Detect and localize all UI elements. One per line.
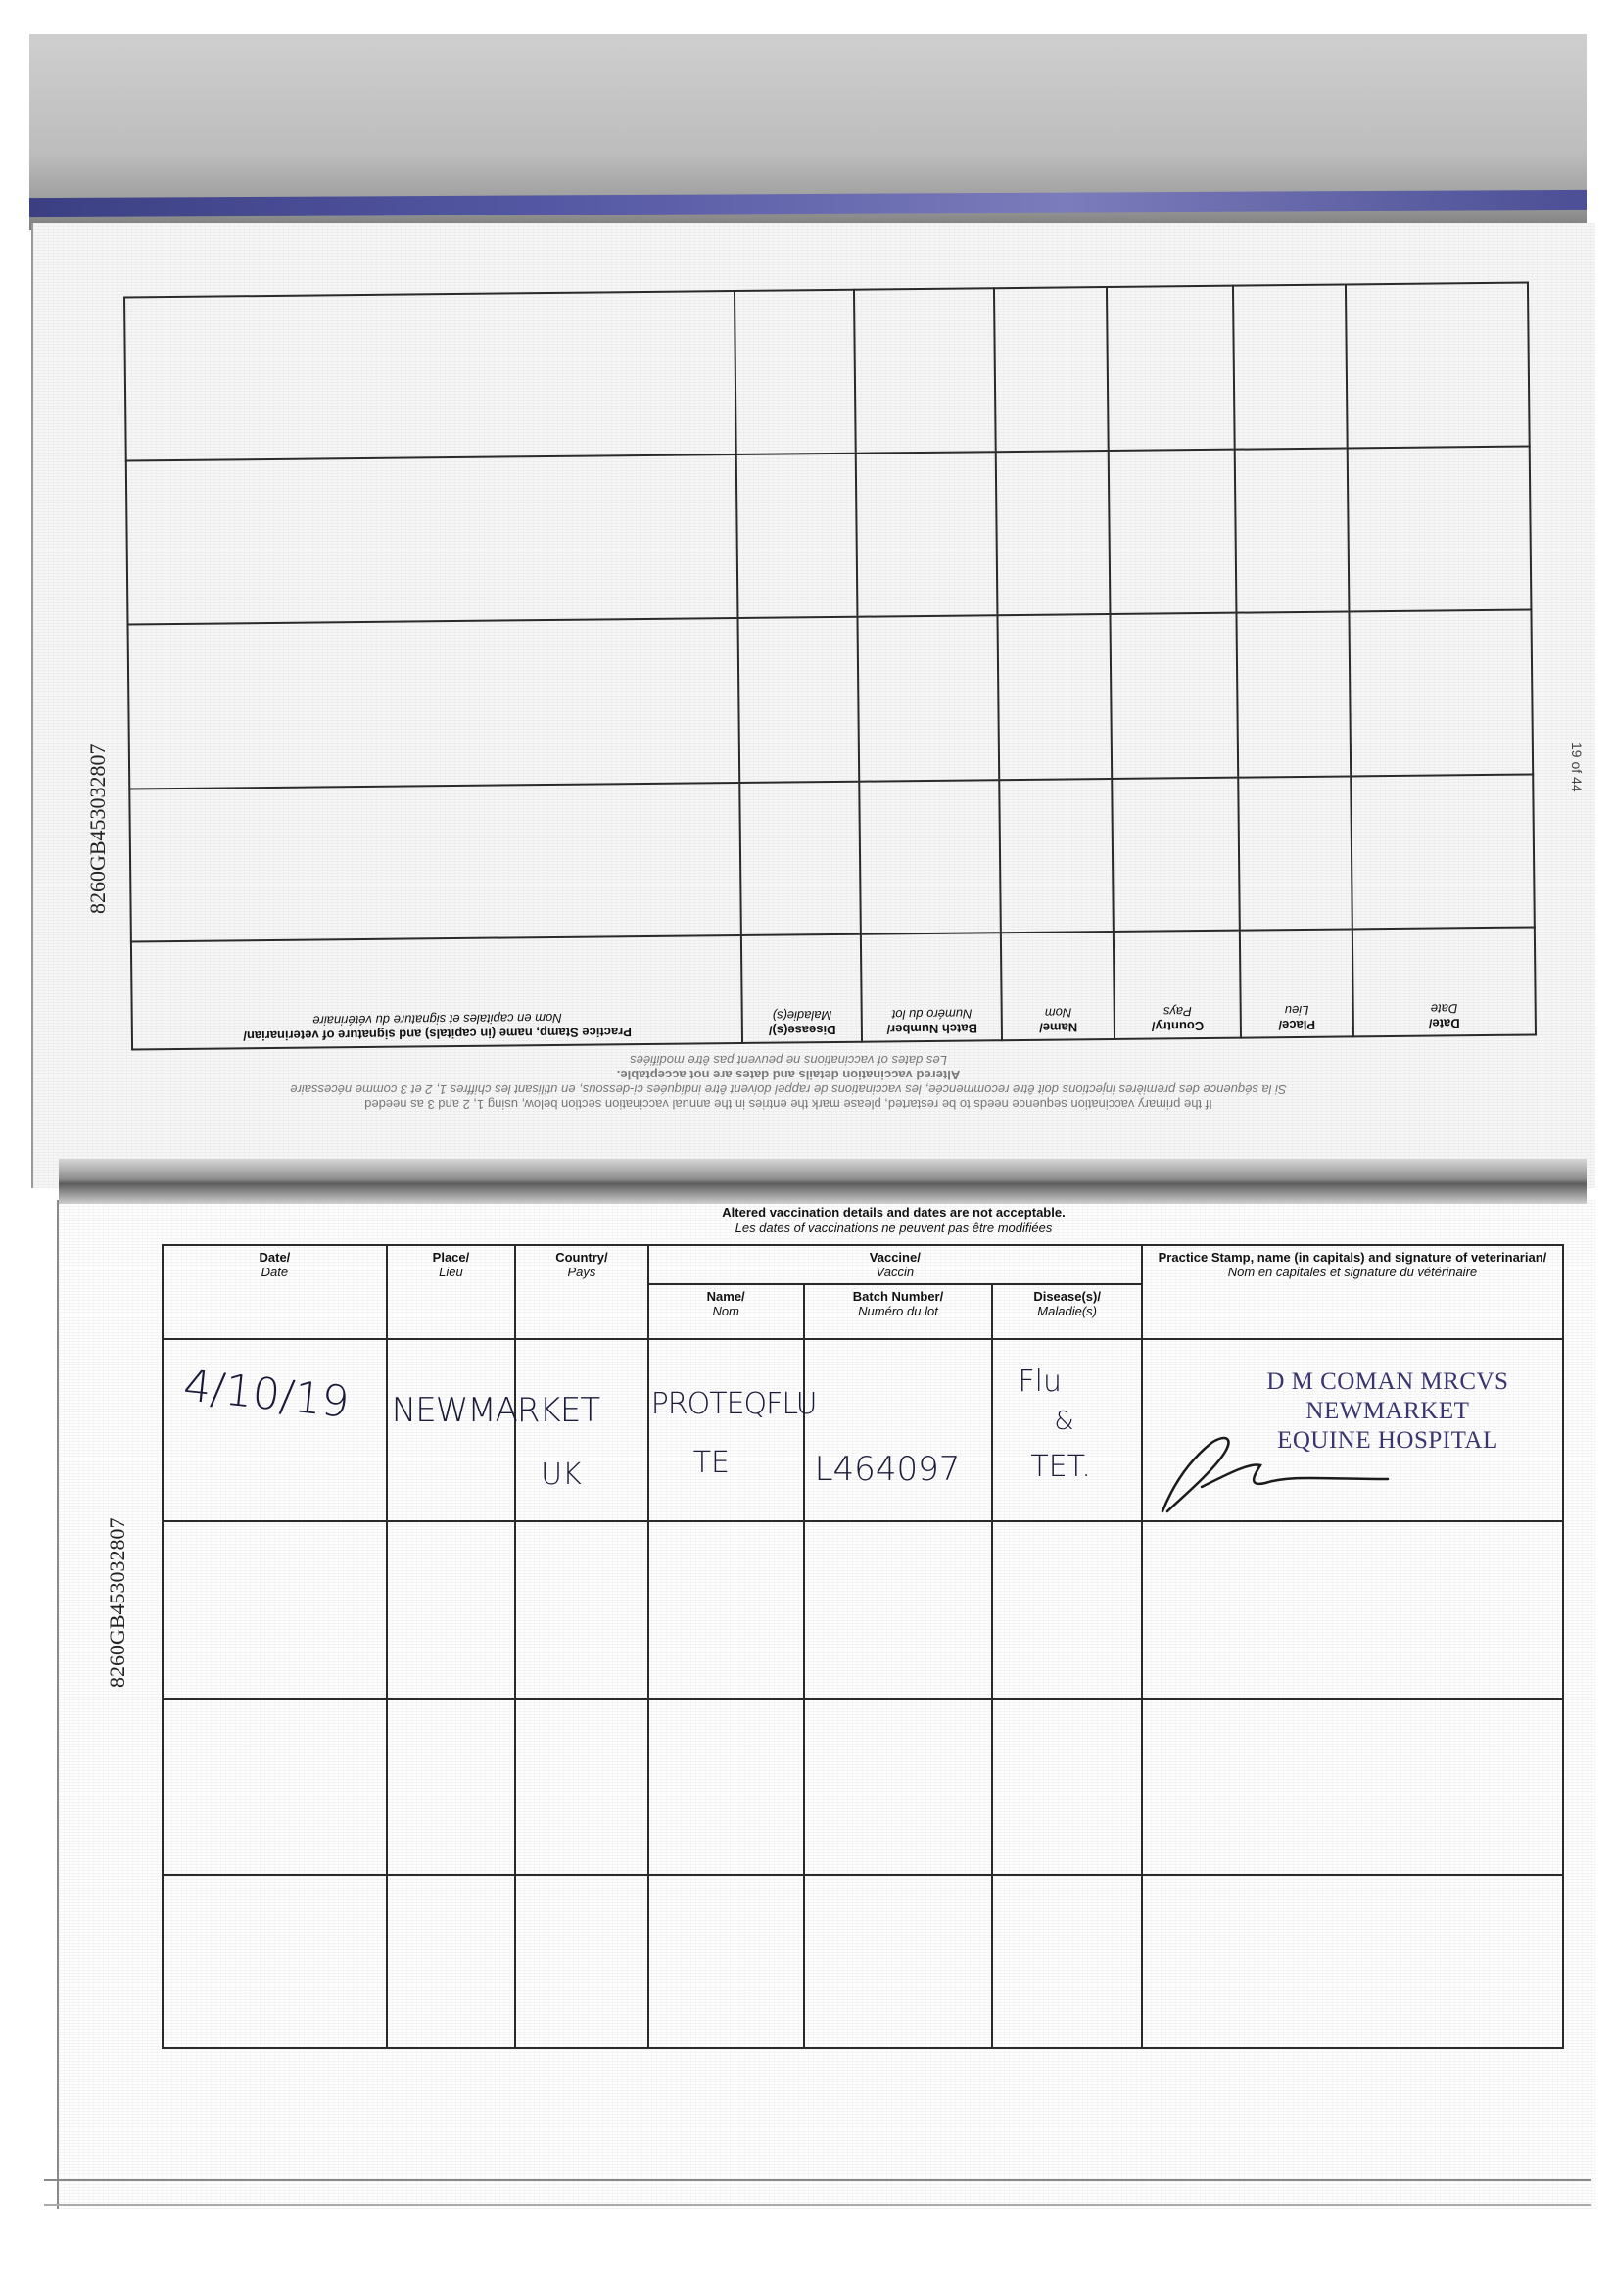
empty-cell: [163, 1875, 387, 2048]
empty-cell: [387, 1521, 515, 1699]
upper-cell: [1107, 286, 1235, 452]
upper-notice-en: Altered vaccination details and dates are not acceptable.: [616, 1068, 961, 1082]
upper-cell: [126, 454, 738, 625]
upper-cell: [1000, 779, 1114, 933]
empty-cell: [648, 1875, 804, 2048]
upper-cell: [129, 783, 741, 942]
header-disease: Disease(s)/ Maladie(s): [992, 1284, 1142, 1339]
empty-cell: [804, 1521, 993, 1699]
entry-date-cell: [163, 1339, 387, 1521]
upper-cell: [1349, 610, 1533, 776]
empty-cell: [1142, 1521, 1563, 1699]
stamp-line-3: EQUINE HOSPITAL: [1277, 1426, 1498, 1454]
upper-header-name: Name/ Nom: [1001, 932, 1115, 1040]
upper-header-disease: Disease(s)/ Maladie(s): [741, 934, 862, 1043]
upper-cell: [1112, 777, 1240, 932]
upper-sequence-en: If the primary vaccination sequence needs to be restarted, please mark the entries in the annual vaccination section below, using 1, 2 and 3 as needed: [364, 1097, 1212, 1112]
upper-cell: [998, 614, 1112, 779]
entry-disease-cell: [992, 1339, 1142, 1521]
entry-place: NEWMARKET: [391, 1390, 600, 1430]
table-row: [163, 1875, 1563, 2048]
entry-disease-3: TET.: [1030, 1449, 1091, 1484]
empty-cell: [992, 1699, 1142, 1876]
entry-country-cell: [515, 1339, 648, 1521]
empty-cell: [515, 1699, 648, 1876]
upper-cell: [740, 781, 861, 935]
veterinarian-signature: [1143, 1418, 1398, 1521]
header-country: Country/ Pays: [515, 1245, 648, 1339]
empty-cell: [163, 1521, 387, 1699]
lower-vaccination-table: [162, 1244, 1564, 2049]
empty-cell: [163, 1699, 387, 1876]
upper-cell: [1233, 284, 1347, 449]
upper-sequence-fr: Si la séquence des premières injections doit être recommencée, les vaccinations de rappel doivent être indiquées ci-dessous, en utilisant les chiffres 1, 2 et 3 comme nécessaire: [290, 1082, 1287, 1097]
empty-cell: [1142, 1875, 1563, 2048]
upper-cell: [1237, 612, 1351, 777]
upper-id-code: 8260GB453032807: [85, 743, 110, 914]
upper-notice-fr: Les dates of vaccinations ne peuvent pas être modifiées: [630, 1053, 947, 1068]
stamp-line-1: D M COMAN MRCVS: [1266, 1367, 1509, 1395]
empty-cell: [515, 1521, 648, 1699]
upper-cell: [854, 288, 996, 454]
upper-notice: [274, 1053, 1303, 1112]
lower-notice-en: Altered vaccination details and dates are not acceptable.: [722, 1205, 1066, 1220]
empty-cell: [804, 1699, 993, 1876]
empty-cell: [387, 1699, 515, 1876]
empty-cell: [804, 1875, 993, 2048]
upper-cell: [1238, 776, 1352, 931]
upper-cell: [996, 451, 1110, 615]
upper-grid: [123, 282, 1537, 1051]
upper-cell: [994, 287, 1108, 452]
upper-cell: [735, 290, 856, 454]
entry-vaccine-name-1: PROTEQFLU: [650, 1386, 817, 1421]
empty-cell: [648, 1521, 804, 1699]
upper-header-country: Country/ Pays: [1114, 931, 1241, 1039]
upper-cell: [124, 291, 736, 461]
empty-cell: [387, 1875, 515, 2048]
entry-vaccine-name-cell: [648, 1339, 817, 1521]
header-vaccine-name: Name/ Nom: [648, 1284, 804, 1339]
upper-cell: [1235, 449, 1349, 613]
upper-header-place: Place/ Lieu: [1240, 930, 1353, 1038]
upper-cell: [1351, 774, 1535, 930]
page-fold: [59, 1159, 1587, 1204]
page-number: 19 of 44: [1569, 742, 1585, 792]
page-bottom-edge: [44, 2179, 1591, 2181]
upper-vaccination-table: [123, 282, 1537, 1051]
header-batch-number: Batch Number/ Numéro du lot: [804, 1284, 993, 1339]
header-vaccine: Vaccine/ Vaccin: [648, 1245, 1142, 1284]
upper-header-batch: Batch Number/ Numéro du lot: [861, 933, 1002, 1041]
entry-batch-cell: [804, 1339, 993, 1521]
page-bottom-edge-2: [44, 2204, 1591, 2206]
entry-vaccine-name-2: TE: [692, 1445, 730, 1480]
upper-cell: [738, 617, 860, 782]
entry-stamp-cell: [1142, 1339, 1563, 1521]
entry-batch: L464097: [814, 1449, 961, 1489]
lower-id-code: 8260GB453032807: [105, 1517, 129, 1688]
upper-cell: [856, 452, 998, 617]
table-row: [163, 1521, 1563, 1699]
header-place: Place/ Lieu: [387, 1245, 515, 1339]
lower-grid: [162, 1244, 1564, 2049]
lower-notice-fr: Les dates of vaccinations ne peuvent pas être modifiées: [735, 1220, 1053, 1235]
upper-cell: [859, 780, 1001, 934]
upper-cell: [858, 616, 1000, 782]
empty-cell: [1142, 1699, 1563, 1876]
entry-disease-2: &: [1054, 1406, 1074, 1436]
upper-cell: [1347, 447, 1531, 612]
entry-date: 4/10/19: [180, 1361, 352, 1428]
upper-cell: [128, 618, 740, 789]
empty-cell: [648, 1699, 804, 1876]
empty-cell: [515, 1875, 648, 2048]
upper-header-stamp: Practice Stamp, name (in capitals) and signature of veterinarian/ Nom en capitales et signature du vétérinaire: [131, 935, 743, 1049]
upper-cell: [1111, 613, 1239, 779]
empty-cell: [992, 1521, 1142, 1699]
upper-cell: [1346, 283, 1530, 449]
lower-notice: [162, 1205, 1613, 1236]
header-date: Date/ Date: [163, 1245, 387, 1339]
entry-disease-1: Flu: [1018, 1363, 1062, 1399]
header-stamp: Practice Stamp, name (in capitals) and signature of veterinarian/ Nom en capitales et signature du vétérinaire: [1142, 1245, 1563, 1339]
upper-cell: [1109, 450, 1237, 615]
empty-cell: [992, 1875, 1142, 2048]
table-row: [163, 1699, 1563, 1876]
table-row: [163, 1339, 1563, 1521]
stamp-line-2: NEWMARKET: [1305, 1397, 1470, 1424]
entry-country: UK: [541, 1457, 582, 1492]
upper-cell: [736, 454, 858, 618]
upper-header-date: Date/ Date: [1352, 928, 1536, 1037]
